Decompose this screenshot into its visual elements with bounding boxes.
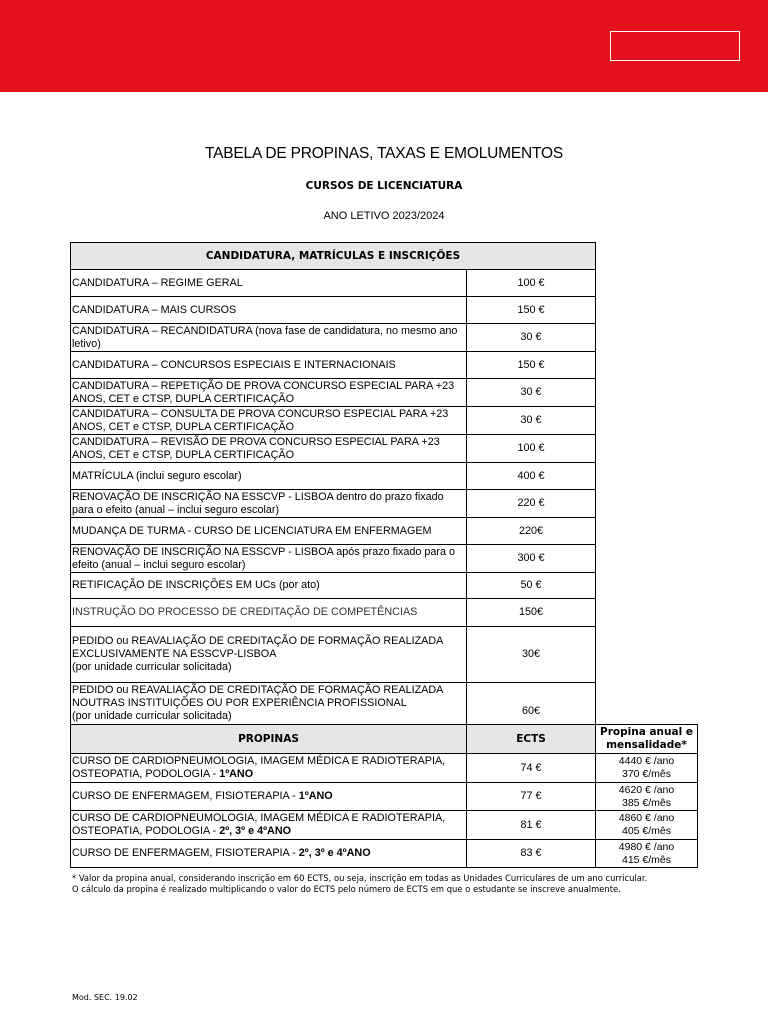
footnotes (72, 873, 682, 895)
fee-label: CANDIDATURA – REVISÃO DE PROVA CONCURSO ESPECIAL PARA +23 ANOS, CET e CTSP, DUPLA CERTIFICAÇÃO (71, 435, 467, 463)
fee-label-line: PEDIDO ou REAVALIAÇÃO DE CREDITAÇÃO DE FORMAÇÃO REALIZADA (72, 684, 444, 696)
fee-label: RENOVAÇÃO DE INSCRIÇÃO NA ESSCVP - LISBOA dentro do prazo fixado para o efeito (anual – inclui seguro escolar) (71, 490, 467, 518)
annual-fee (596, 840, 698, 868)
fee-value: 150 € (467, 352, 596, 379)
course-name (71, 811, 467, 840)
ects-value: 77 € (467, 783, 596, 811)
fee-label: MATRÍCULA (inclui seguro escolar) (71, 463, 467, 490)
fee-label-line: (por unidade curricular solicitada) (72, 661, 232, 673)
fee-label: CANDIDATURA – RECANDIDATURA (nova fase de candidatura, no mesmo ano letivo) (71, 324, 467, 352)
fee-label-line: PEDIDO ou REAVALIAÇÃO DE CREDITAÇÃO DE FORMAÇÃO REALIZADA (72, 635, 444, 647)
fee-label-line: (por unidade curricular solicitada) (72, 710, 232, 722)
fee-row (71, 490, 698, 518)
propinas-header: PROPINAS (71, 725, 467, 754)
propina-row (71, 754, 698, 783)
fee-label: RENOVAÇÃO DE INSCRIÇÃO NA ESSCVP - LISBOA após prazo fixado para o efeito (anual – inclui seguro escolar) (71, 545, 467, 573)
fee-row (71, 545, 698, 573)
section-title: CANDIDATURA, MATRÍCULAS E INSCRIÇÕES (71, 243, 596, 270)
propina-row (71, 811, 698, 840)
annual-amount: 4440 € /ano (618, 755, 675, 767)
ects-value: 81 € (467, 811, 596, 840)
course-name-text: CURSO DE ENFERMAGEM, FISIOTERAPIA - (72, 790, 299, 802)
fee-row (71, 352, 698, 379)
fee-label-line: EXCLUSIVAMENTE NA ESSCVP-LISBOA (72, 648, 277, 660)
course-year: 1ºANO (219, 768, 254, 780)
annual-fee-header: Propina anual e mensalidade* (596, 725, 698, 754)
monthly-amount: 415 €/mês (621, 853, 672, 866)
fee-value: 30 € (467, 379, 596, 407)
fee-label: CANDIDATURA – MAIS CURSOS (71, 297, 467, 324)
annual-amount: 4860 € /ano (618, 812, 675, 824)
fee-label: CANDIDATURA – REPETIÇÃO DE PROVA CONCURSO ESPECIAL PARA +23 ANOS, CET e CTSP, DUPLA CERTIFICAÇÃO (71, 379, 467, 407)
ects-value: 83 € (467, 840, 596, 868)
footnote-calculation: O cálculo da propina é realizado multiplicando o valor do ECTS pelo número de ECTS em que o estudante se inscreve anualmente. (72, 884, 621, 894)
fee-value: 150 € (467, 297, 596, 324)
page-subtitle: CURSOS DE LICENCIATURA (305, 180, 463, 192)
fee-row (71, 463, 698, 490)
fee-row (71, 297, 698, 324)
monthly-amount: 370 €/mês (621, 768, 672, 780)
fee-value: 100 € (467, 270, 596, 297)
course-year: 2º, 3º e 4ºANO (219, 825, 292, 837)
course-name-text: CURSO DE ENFERMAGEM, FISIOTERAPIA - (72, 847, 299, 859)
course-year: 1ºANO (298, 790, 333, 802)
course-name (71, 754, 467, 783)
fee-label: CANDIDATURA – CONSULTA DE PROVA CONCURSO ESPECIAL PARA +23 ANOS, CET e CTSP, DUPLA CERTIFICAÇÃO (71, 407, 467, 435)
fee-value: 30 € (467, 407, 596, 435)
fee-label: CANDIDATURA – CONCURSOS ESPECIAIS E INTERNACIONAIS (71, 352, 467, 379)
fee-label: INSTRUÇÃO DO PROCESSO DE CREDITAÇÃO DE COMPETÊNCIAS (71, 599, 467, 627)
fee-row (71, 599, 698, 627)
fee-row (71, 324, 698, 352)
fee-label (71, 683, 467, 725)
course-name (71, 783, 467, 811)
course-name-text: CURSO DE CARDIOPNEUMOLOGIA, IMAGEM MÉDICA E RADIOTERAPIA, OSTEOPATIA, PODOLOGIA - (72, 755, 446, 780)
fee-value: 30€ (467, 627, 596, 683)
fee-row (71, 683, 698, 725)
propina-row (71, 840, 698, 868)
propinas-header-row (71, 725, 698, 754)
fee-label: MUDANÇA DE TURMA - CURSO DE LICENCIATURA EM ENFERMAGEM (71, 518, 467, 545)
course-year: 2º, 3º e 4ºANO (298, 847, 371, 859)
fee-row (71, 270, 698, 297)
fee-value: 400 € (467, 463, 596, 490)
annual-amount: 4620 € /ano (618, 783, 675, 796)
form-code: Mod. SEC. 19.02 (72, 993, 138, 1002)
page-title: TABELA DE PROPINAS, TAXAS E EMOLUMENTOS (205, 145, 563, 162)
course-name (71, 840, 467, 868)
fee-value: 60€ (467, 683, 596, 725)
fee-value: 150€ (467, 599, 596, 627)
logo-placeholder (610, 31, 740, 61)
annual-fee (596, 754, 698, 783)
annual-fee (596, 811, 698, 840)
fee-row (71, 627, 698, 683)
annual-fee (596, 783, 698, 811)
academic-year: ANO LETIVO 2023/2024 (323, 210, 445, 222)
fee-label: RETIFICAÇÃO DE INSCRIÇÕES EM UCs (por ato) (71, 573, 467, 599)
fee-label-line: NOUTRAS INSTITUIÇÕES OU POR EXPERIÊNCIA PROFISSIONAL (72, 697, 407, 709)
monthly-amount: 405 €/mês (621, 825, 672, 837)
fee-row (71, 518, 698, 545)
monthly-amount: 385 €/mês (621, 796, 672, 809)
fee-row (71, 573, 698, 599)
fee-value: 100 € (467, 435, 596, 463)
propina-row (71, 783, 698, 811)
ects-value: 74 € (467, 754, 596, 783)
course-name-text: CURSO DE CARDIOPNEUMOLOGIA, IMAGEM MÉDICA E RADIOTERAPIA, OSTEOPATIA, PODOLOGIA - (72, 812, 446, 837)
footnote-asterisk: * Valor da propina anual, considerando inscrição em 60 ECTS, ou seja, inscrição em todas as Unidades Curriculares de um ano curricular. (72, 873, 648, 883)
fee-value: 220 € (467, 490, 596, 518)
header-banner (0, 0, 768, 92)
fee-value: 220€ (467, 518, 596, 545)
section-header-row (71, 243, 698, 270)
fee-value: 50 € (467, 573, 596, 599)
fee-label (71, 627, 467, 683)
annual-amount: 4980 € /ano (618, 840, 675, 853)
fees-table (70, 242, 698, 868)
ects-header: ECTS (467, 725, 596, 754)
fee-value: 30 € (467, 324, 596, 352)
fee-label: CANDIDATURA – REGIME GERAL (71, 270, 467, 297)
fee-row (71, 407, 698, 435)
fee-value: 300 € (467, 545, 596, 573)
fee-row (71, 379, 698, 407)
fee-row (71, 435, 698, 463)
